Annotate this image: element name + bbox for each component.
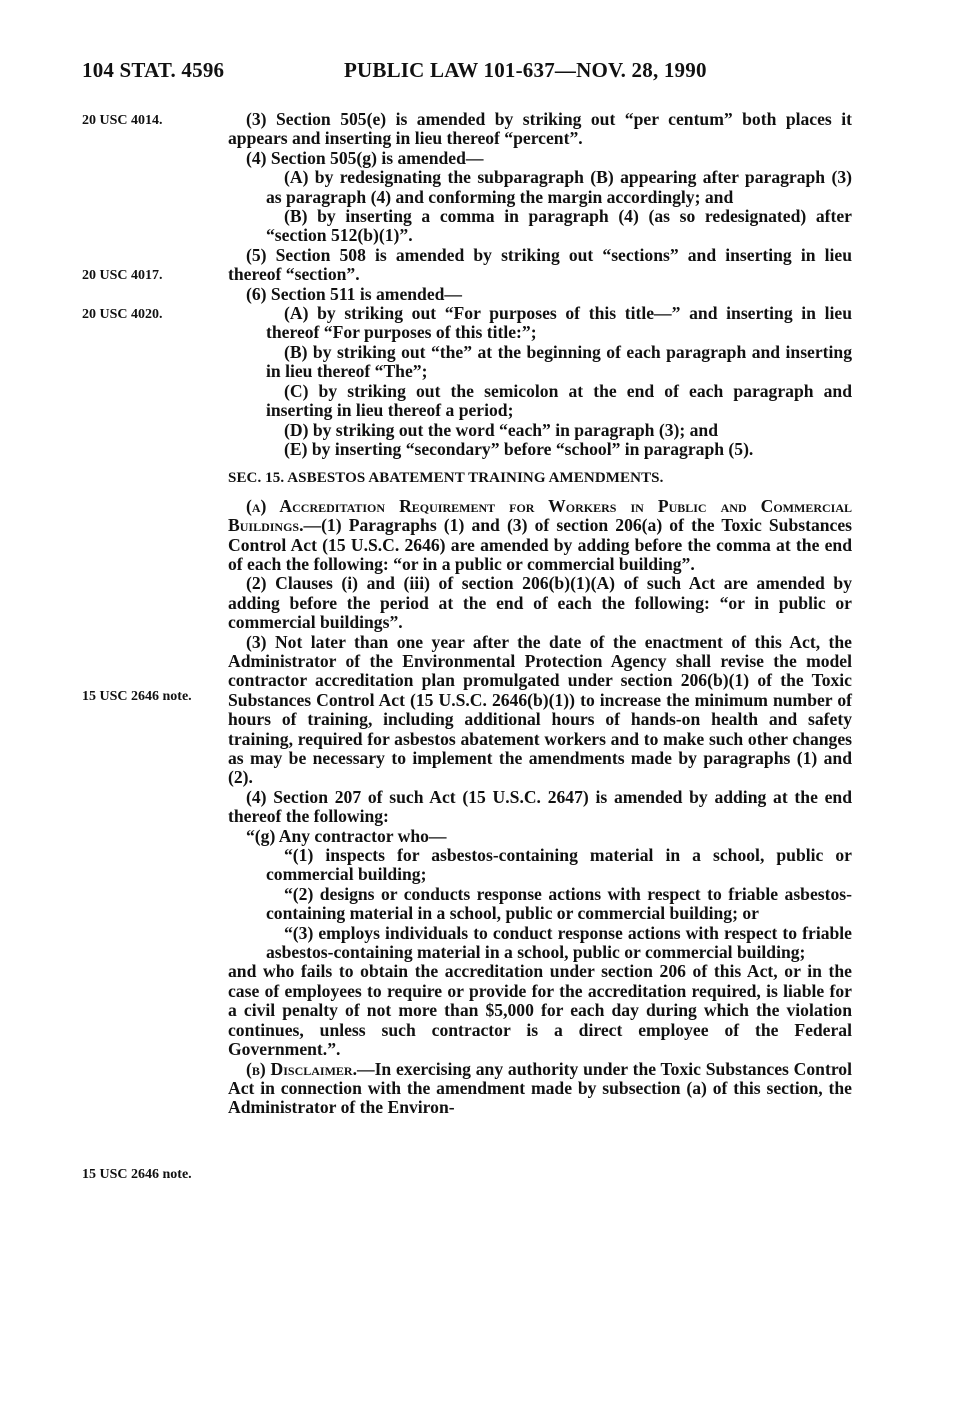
public-law-citation: PUBLIC LAW 101-637—NOV. 28, 1990 <box>344 58 707 82</box>
paragraph: (6) Section 511 is amended— <box>246 283 463 304</box>
paragraph: (4) Section 505(g) is amended— <box>246 147 484 168</box>
subparagraph: (E) by inserting “secondary” before “school” in paragraph (5). <box>284 438 754 459</box>
paragraph-text: —In exercising any authority under the Toxic Substances Control Act in connection with the amendment made by subsection (a) of this section, the Administrator of the Environ- <box>228 1058 852 1118</box>
margin-note: 15 USC 2646 note. <box>82 1167 192 1182</box>
subparagraph: (B) by striking out “the” at the beginning of each paragraph and inserting in lieu thereof “The”; <box>266 341 852 382</box>
subparagraph: (C) by striking out the semicolon at the end of each paragraph and inserting in lieu thereof a period; <box>266 380 852 421</box>
margin-note: 20 USC 4020. <box>82 307 163 322</box>
paragraph: (5) Section 508 is amended by striking out “sections” and inserting in lieu thereof “section”. <box>228 244 852 285</box>
paragraph <box>228 497 852 575</box>
paragraph: (2) Clauses (i) and (iii) of section 206(b)(1)(A) of such Act are amended by adding before the period at the end of each the following: “or in public or commercial buildings”. <box>228 573 852 633</box>
section-heading: SEC. 15. ASBESTOS ABATEMENT TRAINING AMENDMENTS. <box>228 470 664 487</box>
quoted-subparagraph: “(3) employs individuals to conduct response actions with respect to friable asbestos-containing material in a school, public or commercial building; <box>266 922 852 963</box>
paragraph: and who fails to obtain the accreditation under section 206 of this Act, or in the case of employees to require or provide for the accreditation required, is liable for a civil penalty of not more than $5,000 for each day during which the violation continues, unless such contractor is a direct employee of the Federal Government.”. <box>228 961 852 1060</box>
paragraph-text: —(1) Paragraphs (1) and (3) of section 206(a) of the Toxic Substances Control Act (15 U.S.C. 2646) are amended by adding before the comma at the end of each the following: “or in a public or commercial building”. <box>228 515 852 574</box>
margin-note: 20 USC 4017. <box>82 268 163 283</box>
paragraph: (3) Section 505(e) is amended by striking out “per centum” both places it appears and inserting in lieu thereof “percent”. <box>228 109 852 149</box>
paragraph <box>228 1060 852 1118</box>
subsection-heading: (b) Disclaimer. <box>246 1058 357 1079</box>
quoted-subparagraph: “(1) inspects for asbestos-containing material in a school, public or commercial building; <box>266 845 852 885</box>
margin-note: 20 USC 4014. <box>82 113 163 128</box>
quoted-paragraph: “(g) Any contractor who— <box>246 825 447 846</box>
paragraph: (4) Section 207 of such Act (15 U.S.C. 2647) is amended by adding at the end thereof the following: <box>228 786 852 827</box>
stat-page-number: 104 STAT. 4596 <box>82 58 225 82</box>
subparagraph: (D) by striking out the word “each” in paragraph (3); and <box>284 419 719 440</box>
margin-note: 15 USC 2646 note. <box>82 689 192 704</box>
quoted-subparagraph: “(2) designs or conducts response actions with respect to friable asbestos-containing material in a school, public or commercial building; or <box>266 883 852 924</box>
subparagraph: (A) by striking out “For purposes of this title—” and inserting in lieu thereof “For purposes of this title:”; <box>266 303 852 343</box>
subsection-heading: (a) Accreditation Requirement for Workers in Public and Commercial Buildings. <box>228 495 852 536</box>
subparagraph: (A) by redesignating the subparagraph (B) appearing after paragraph (3) as paragraph (4) and conforming the margin accordingly; and <box>266 167 852 207</box>
paragraph: (3) Not later than one year after the date of the enactment of this Act, the Administrator of the Environmental Protection Agency shall revise the model contractor accreditation plan promulgated under section 206(b)(1) of the Toxic Substances Control Act (15 U.S.C. 2646(b)(1)) to increase the minimum number of hours of training, including additional hours of hands-on health and safety training, required for asbestos abatement workers and to make such other changes as may be necessary to implement the amendments made by paragraphs (1) and (2). <box>228 631 852 788</box>
subparagraph: (B) by inserting a comma in paragraph (4) (as so redesignated) after “section 512(b)(1)”. <box>266 206 852 246</box>
document-body <box>228 110 852 1118</box>
